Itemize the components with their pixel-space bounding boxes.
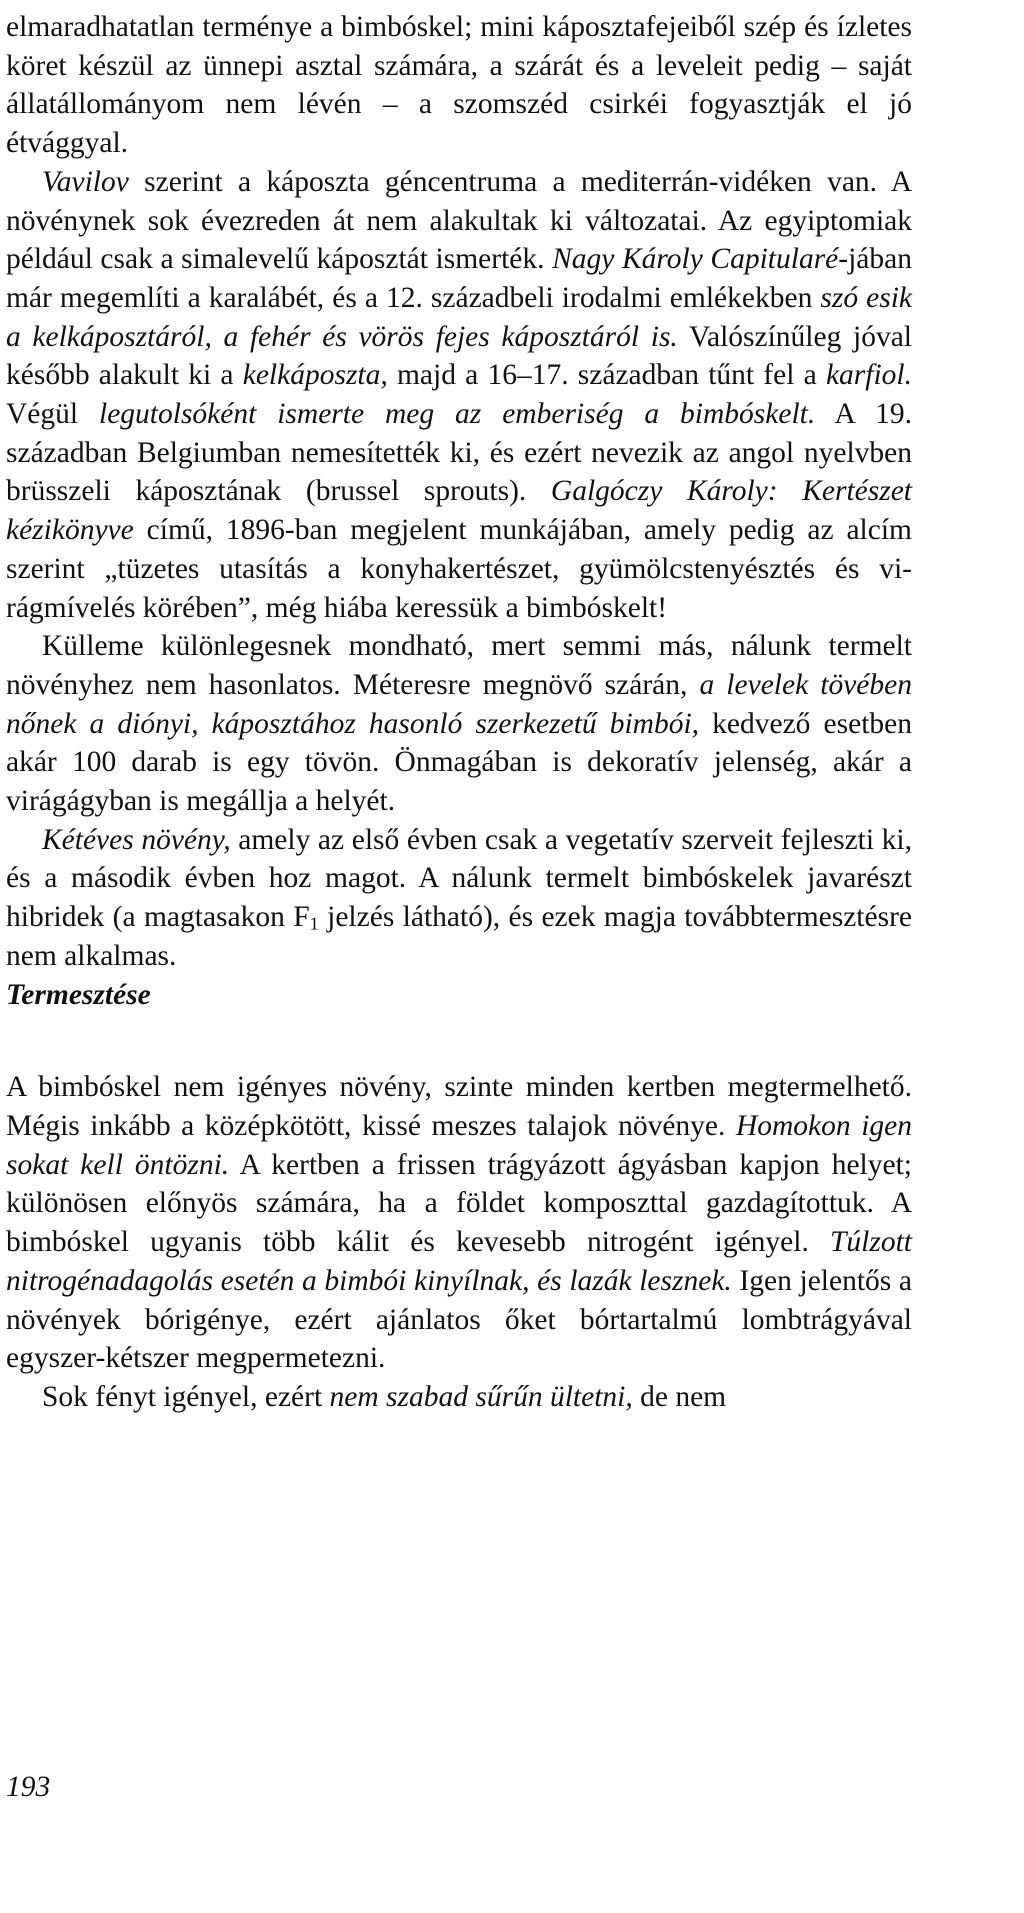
italic-run: kelkáposzta, bbox=[242, 359, 388, 392]
italic-run: Galgóczy Károly: Kertészet kézikönyve bbox=[6, 475, 912, 547]
italic-run: szó esik a kelkáposztáról, a fehér és vörös fejes káposztáról is. bbox=[6, 281, 912, 353]
text-run: amely az első évben csak a vegetatív szerveit fejleszti ki, és a második évben hoz magot. A nálunk termelt bimbóskelek javarészt hibridek (a magtasakon F bbox=[6, 823, 912, 934]
text-run: -jában már megemlíti a karalábét, és a 12. századbeli irodalmi emlékekben bbox=[6, 243, 912, 314]
italic-run: Nagy Károly Capitularé bbox=[552, 243, 839, 276]
text-run: Igen jelentős a növények bórigénye, ezért ajánlatos őket bórtartalmú lombtrágyával egyszer-kétszer megpermetezni. bbox=[6, 1264, 912, 1375]
section-text-block bbox=[6, 1068, 912, 1416]
paragraph-3 bbox=[6, 627, 912, 821]
italic-run: Kétéves növény, bbox=[42, 823, 231, 856]
text-run: A kertben a frissen trágyázott ágyásban kapjon helyet; különösen előnyös számára, ha a földet komposzttal gazdagítottuk. A bimbóskel ugyanis több kálit és kevesebb nitrogént igényel. bbox=[6, 1148, 912, 1259]
italic-run: Homokon igen sokat kell öntözni. bbox=[6, 1109, 912, 1181]
subscript-run: 1 bbox=[309, 913, 319, 934]
text-run: A 19. században Belgiumban nemesítették ki, és ezért nevezik az angol nyelvben brüsszeli káposztának (brussel sprouts). bbox=[6, 398, 912, 508]
text-run: jelzés látható), és ezek magja továbbtermesztésre nem alkalmas. bbox=[6, 901, 912, 972]
text-run: majd a 16–17. században tűnt fel a bbox=[387, 359, 826, 392]
book-page bbox=[6, 8, 912, 1417]
text-run: szerint a káposzta géncentruma a mediterrán-vidéken van. A növénynek sok évezreden át nem alakultak ki változatai. Az egyiptomiak például csak a simalevelű káposztát ismerték. bbox=[6, 165, 912, 276]
italic-run: Vavilov bbox=[42, 165, 129, 198]
italic-run: Túlzott nitrogénadagolás esetén a bimbói kinyílnak, és lazák lesznek. bbox=[6, 1226, 912, 1297]
italic-run: a levelek tövében nőnek a diónyi, káposztához hasonló szerkezetű bimbói, bbox=[6, 668, 912, 740]
text-run: című, 1896-ban megjelent munkájában, amely pedig az alcím szerint „tüzetes utasítás a konyhakertészet, gyümölcstenyésztés és virágmívelés körében”, még hiába keressük a bimbóskelt! bbox=[6, 514, 912, 624]
paragraph-1 bbox=[6, 8, 912, 163]
page-number: 193 bbox=[6, 1771, 51, 1803]
text-run: Valószínűleg jóval később alakult ki a bbox=[6, 320, 912, 392]
text-run: de nem bbox=[632, 1380, 727, 1413]
italic-run: karfiol. bbox=[825, 359, 912, 392]
text-run: A bimbóskel nem igényes növény, szinte minden kertben megtermelhető. Mégis inkább a középkötött, kissé meszes talajok növénye. bbox=[6, 1071, 912, 1142]
text-run: Külleme különlegesnek mondható, mert semmi más, nálunk termelt növényhez nem hasonlatos. Méteresre megnövő szárán, bbox=[6, 630, 912, 701]
main-text-block bbox=[6, 8, 912, 976]
section-heading: Termesztése bbox=[6, 978, 151, 1011]
paragraph-2 bbox=[6, 163, 912, 627]
text-run: Sok fényt igényel, ezért bbox=[42, 1380, 330, 1413]
paragraph-5 bbox=[6, 1068, 912, 1378]
text-run: elmaradhatatlan terménye a bimbóskel; mini káposztafejeiből szép és ízletes köret készül az ünnepi asztal számára, a szárát és a leveleit pedig – saját állatállományom nem lévén – a szomszéd csirkéi fogyasztják el jó étvággyal. bbox=[6, 11, 912, 160]
paragraph-4 bbox=[6, 821, 912, 976]
italic-run: legutolsóként ismerte meg az emberiség a bimbóskelt. bbox=[99, 398, 816, 431]
text-run: kedvező esetben akár 100 darab is egy tövön. Önmagában is dekoratív jelenség, akár a virágágyban is megállja a helyét. bbox=[6, 707, 912, 818]
paragraph-6 bbox=[6, 1378, 912, 1417]
italic-run: nem szabad sűrűn ültetni, bbox=[329, 1380, 633, 1413]
text-run: Végül bbox=[6, 398, 100, 431]
